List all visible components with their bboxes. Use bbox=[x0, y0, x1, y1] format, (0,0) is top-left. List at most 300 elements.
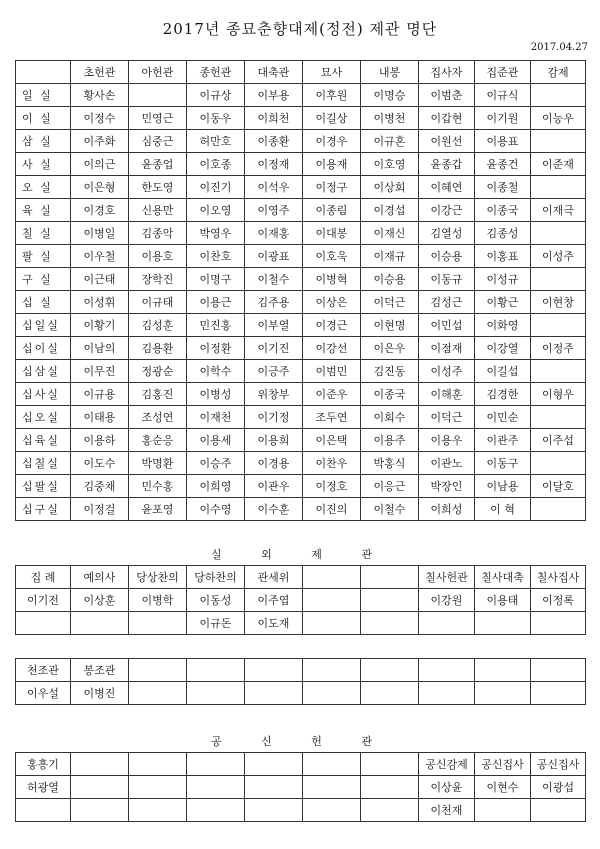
header-cell: 집준관 bbox=[475, 61, 531, 84]
table-cell bbox=[531, 222, 586, 245]
table-cell: 이규상 bbox=[187, 84, 245, 107]
table-cell bbox=[531, 360, 586, 383]
table-cell: 이승용 bbox=[361, 268, 419, 291]
table-cell: 이우설 bbox=[16, 682, 71, 705]
table-row bbox=[16, 452, 586, 475]
table-cell: 이재홍 bbox=[245, 222, 303, 245]
table-row bbox=[16, 776, 586, 799]
table-cell bbox=[71, 799, 129, 822]
table-cell: 이재규 bbox=[361, 245, 419, 268]
table-cell: 이주엽 bbox=[245, 589, 303, 612]
header-cell: 감제 bbox=[531, 61, 586, 84]
header-cell: 집사자 bbox=[419, 61, 475, 84]
table-cell bbox=[129, 776, 187, 799]
table-cell: 이정수 bbox=[71, 107, 129, 130]
table-cell: 김용환 bbox=[129, 337, 187, 360]
table-row bbox=[16, 589, 586, 612]
table-cell: 이경근 bbox=[303, 314, 361, 337]
table-cell: 김종악 bbox=[129, 222, 187, 245]
table-cell: 이찬호 bbox=[187, 245, 245, 268]
table-row bbox=[16, 314, 586, 337]
table-row bbox=[16, 222, 586, 245]
table-cell: 이재천 bbox=[187, 406, 245, 429]
table-cell: 이호영 bbox=[361, 153, 419, 176]
table-cell: 이은우 bbox=[361, 337, 419, 360]
table-cell: 십삼실 bbox=[16, 360, 71, 383]
header-cell bbox=[303, 753, 361, 776]
header-cell: 아헌관 bbox=[129, 61, 187, 84]
table-row bbox=[16, 383, 586, 406]
table-cell: 이도재 bbox=[245, 612, 303, 635]
table-cell: 이회수 bbox=[361, 406, 419, 429]
table-cell bbox=[71, 612, 129, 635]
table-cell: 이주섭 bbox=[531, 429, 586, 452]
gongsin-table bbox=[15, 730, 586, 822]
table-row bbox=[16, 612, 586, 635]
table-cell bbox=[129, 799, 187, 822]
table-cell: 민영근 bbox=[129, 107, 187, 130]
header-cell: 칠사헌관 bbox=[419, 566, 475, 589]
header-cell: 천조관 bbox=[16, 659, 71, 682]
table-cell: 이학수 bbox=[187, 360, 245, 383]
header-cell bbox=[187, 659, 245, 682]
table-cell: 이규식 bbox=[475, 84, 531, 107]
table-cell: 심중근 bbox=[129, 130, 187, 153]
table-cell: 이재신 bbox=[361, 222, 419, 245]
table-cell: 이원선 bbox=[419, 130, 475, 153]
table-cell: 김성근 bbox=[419, 291, 475, 314]
table-cell bbox=[303, 612, 361, 635]
table-cell: 이석우 bbox=[245, 176, 303, 199]
table-cell: 이관우 bbox=[245, 475, 303, 498]
table-cell bbox=[303, 799, 361, 822]
table-cell: 오 실 bbox=[16, 176, 71, 199]
table-cell bbox=[531, 682, 586, 705]
table-row bbox=[16, 291, 586, 314]
header-cell: 예의사 bbox=[71, 566, 129, 589]
table-cell: 이 실 bbox=[16, 107, 71, 130]
table-row bbox=[16, 682, 586, 705]
header-cell: 공신감제 bbox=[419, 753, 475, 776]
table-cell bbox=[531, 176, 586, 199]
table-cell: 김열성 bbox=[419, 222, 475, 245]
table-cell: 이성주 bbox=[531, 245, 586, 268]
table-cell: 홍순응 bbox=[129, 429, 187, 452]
table-cell: 십이실 bbox=[16, 337, 71, 360]
table-cell: 이경용 bbox=[245, 452, 303, 475]
table-cell: 십사실 bbox=[16, 383, 71, 406]
table-cell: 이찬우 bbox=[303, 452, 361, 475]
table-cell: 박장인 bbox=[419, 475, 475, 498]
table-cell: 이경섭 bbox=[361, 199, 419, 222]
header-cell bbox=[361, 566, 419, 589]
table-cell: 사 실 bbox=[16, 153, 71, 176]
table-cell: 이무진 bbox=[71, 360, 129, 383]
table-cell: 이철수 bbox=[361, 498, 419, 521]
table-cell bbox=[475, 612, 531, 635]
table-cell: 윤종갑 bbox=[419, 153, 475, 176]
table-cell: 이상은 bbox=[303, 291, 361, 314]
table-cell bbox=[361, 589, 419, 612]
table-cell: 김진동 bbox=[361, 360, 419, 383]
table-cell: 이태용 bbox=[71, 406, 129, 429]
table-cell: 김중채 bbox=[71, 475, 129, 498]
table-cell: 이정주 bbox=[531, 337, 586, 360]
table-cell: 이용재 bbox=[303, 153, 361, 176]
table-cell: 이혜연 bbox=[419, 176, 475, 199]
table-cell: 십팔실 bbox=[16, 475, 71, 498]
table-cell: 허광열 bbox=[16, 776, 71, 799]
table-cell bbox=[187, 682, 245, 705]
header-cell: 묘사 bbox=[303, 61, 361, 84]
table-cell: 김종성 bbox=[475, 222, 531, 245]
table-cell: 이성휘 bbox=[71, 291, 129, 314]
table-cell: 구 실 bbox=[16, 268, 71, 291]
table-cell: 이상윤 bbox=[419, 776, 475, 799]
table-cell: 이수영 bbox=[187, 498, 245, 521]
table-cell: 위창부 bbox=[245, 383, 303, 406]
header-cell bbox=[129, 659, 187, 682]
table-cell bbox=[245, 776, 303, 799]
table-cell: 윤종건 bbox=[475, 153, 531, 176]
table-cell: 팔 실 bbox=[16, 245, 71, 268]
table-cell: 이호욱 bbox=[303, 245, 361, 268]
table-cell: 이대봉 bbox=[303, 222, 361, 245]
table-cell: 이현명 bbox=[361, 314, 419, 337]
table-cell: 이용태 bbox=[475, 589, 531, 612]
header-cell: 공신집사 bbox=[531, 753, 586, 776]
table-cell: 이민순 bbox=[475, 406, 531, 429]
table-cell: 이황근 bbox=[475, 291, 531, 314]
table-cell bbox=[361, 799, 419, 822]
table-cell: 이승주 bbox=[187, 452, 245, 475]
table-cell bbox=[361, 612, 419, 635]
table-cell bbox=[475, 799, 531, 822]
table-cell: 김성훈 bbox=[129, 314, 187, 337]
table-cell: 이규돈 bbox=[187, 612, 245, 635]
table-cell: 이정호 bbox=[303, 475, 361, 498]
table-cell: 이병일 bbox=[71, 222, 129, 245]
table-cell bbox=[531, 130, 586, 153]
table-cell: 이호종 bbox=[187, 153, 245, 176]
table-cell: 이종국 bbox=[475, 199, 531, 222]
table-cell bbox=[531, 799, 586, 822]
outside-section-title: 실 외 제 관 bbox=[211, 548, 391, 561]
table-cell: 허만호 bbox=[187, 130, 245, 153]
table-cell: 이길상 bbox=[303, 107, 361, 130]
table-cell: 장학진 bbox=[129, 268, 187, 291]
table-row bbox=[16, 153, 586, 176]
table-cell: 이부용 bbox=[245, 84, 303, 107]
table-cell: 이민섭 bbox=[419, 314, 475, 337]
table-cell bbox=[245, 682, 303, 705]
table-cell: 이형우 bbox=[531, 383, 586, 406]
header-cell bbox=[361, 659, 419, 682]
table-cell: 이규용 bbox=[71, 383, 129, 406]
table-cell: 십오실 bbox=[16, 406, 71, 429]
table-cell: 이수훈 bbox=[245, 498, 303, 521]
table-cell: 이남의 bbox=[71, 337, 129, 360]
table-cell: 이희천 bbox=[245, 107, 303, 130]
table-cell bbox=[419, 682, 475, 705]
table-cell: 이길섭 bbox=[475, 360, 531, 383]
table-cell bbox=[187, 799, 245, 822]
header-cell: 당상찬의 bbox=[129, 566, 187, 589]
table-cell: 이갑현 bbox=[419, 107, 475, 130]
header-cell: 공신집사 bbox=[475, 753, 531, 776]
table-cell: 이용하 bbox=[71, 429, 129, 452]
table-cell: 이동구 bbox=[475, 452, 531, 475]
table-row bbox=[16, 799, 586, 822]
table-cell: 이영주 bbox=[245, 199, 303, 222]
table-cell: 이정걸 bbox=[71, 498, 129, 521]
header-row bbox=[16, 61, 586, 84]
table-cell: 박명환 bbox=[129, 452, 187, 475]
table-cell bbox=[129, 682, 187, 705]
table-cell: 이정재 bbox=[245, 153, 303, 176]
table-row bbox=[16, 199, 586, 222]
table-row bbox=[16, 337, 586, 360]
header-cell: 봉조관 bbox=[71, 659, 129, 682]
table-cell: 이동규 bbox=[419, 268, 475, 291]
table-cell bbox=[361, 776, 419, 799]
table-cell: 이광표 bbox=[245, 245, 303, 268]
table-cell: 십일실 bbox=[16, 314, 71, 337]
outside-officiants-table bbox=[15, 543, 586, 635]
header-cell bbox=[419, 659, 475, 682]
table-cell bbox=[531, 268, 586, 291]
table-cell: 이경우 bbox=[303, 130, 361, 153]
header-cell bbox=[187, 753, 245, 776]
table-cell: 이용주 bbox=[361, 429, 419, 452]
table-cell: 이현수 bbox=[475, 776, 531, 799]
table-cell: 이병학 bbox=[129, 589, 187, 612]
table-cell: 이정환 bbox=[187, 337, 245, 360]
cheonjo-table bbox=[15, 658, 586, 705]
table-cell: 이황기 bbox=[71, 314, 129, 337]
header-cell: 칠사집사 bbox=[531, 566, 586, 589]
table-cell: 이덕근 bbox=[361, 291, 419, 314]
table-cell: 이상회 bbox=[361, 176, 419, 199]
table-row bbox=[16, 429, 586, 452]
table-cell: 일 실 bbox=[16, 84, 71, 107]
header-row bbox=[16, 659, 586, 682]
table-cell: 정광순 bbox=[129, 360, 187, 383]
header-cell bbox=[475, 659, 531, 682]
header-cell: 초헌관 bbox=[71, 61, 129, 84]
table-cell: 민진홍 bbox=[187, 314, 245, 337]
table-cell bbox=[419, 612, 475, 635]
header-cell: 관세위 bbox=[245, 566, 303, 589]
table-cell: 이용우 bbox=[419, 429, 475, 452]
table-cell: 이병성 bbox=[187, 383, 245, 406]
table-cell: 윤포영 bbox=[129, 498, 187, 521]
table-cell: 이승용 bbox=[419, 245, 475, 268]
header-cell bbox=[129, 753, 187, 776]
table-cell: 민수홍 bbox=[129, 475, 187, 498]
table-cell: 이용근 bbox=[187, 291, 245, 314]
table-cell bbox=[129, 612, 187, 635]
table-cell: 박영우 bbox=[187, 222, 245, 245]
table-row bbox=[16, 475, 586, 498]
table-cell: 이근태 bbox=[71, 268, 129, 291]
table-cell bbox=[531, 452, 586, 475]
table-row bbox=[16, 84, 586, 107]
table-row bbox=[16, 406, 586, 429]
table-cell bbox=[531, 612, 586, 635]
table-cell: 이우철 bbox=[71, 245, 129, 268]
table-cell: 이강원 bbox=[419, 589, 475, 612]
table-cell: 이동우 bbox=[187, 107, 245, 130]
table-cell: 이긍주 bbox=[245, 360, 303, 383]
table-cell bbox=[475, 682, 531, 705]
table-cell: 이종림 bbox=[303, 199, 361, 222]
table-cell: 이 혁 bbox=[475, 498, 531, 521]
table-cell bbox=[187, 776, 245, 799]
table-cell bbox=[303, 682, 361, 705]
header-cell: 내봉 bbox=[361, 61, 419, 84]
table-row bbox=[16, 245, 586, 268]
header-cell: 칠사대축 bbox=[475, 566, 531, 589]
table-cell: 이오영 bbox=[187, 199, 245, 222]
table-cell: 조두연 bbox=[303, 406, 361, 429]
table-cell: 이병혁 bbox=[303, 268, 361, 291]
table-cell: 이응근 bbox=[361, 475, 419, 498]
table-cell: 십칠실 bbox=[16, 452, 71, 475]
table-cell: 칠 실 bbox=[16, 222, 71, 245]
table-cell: 이성주 bbox=[419, 360, 475, 383]
table-cell: 김경한 bbox=[475, 383, 531, 406]
table-cell: 십 실 bbox=[16, 291, 71, 314]
table-row bbox=[16, 268, 586, 291]
table-cell: 이준재 bbox=[531, 153, 586, 176]
table-cell: 이의근 bbox=[71, 153, 129, 176]
table-cell: 이진기 bbox=[187, 176, 245, 199]
table-cell: 이정구 bbox=[303, 176, 361, 199]
table-cell: 이상훈 bbox=[71, 589, 129, 612]
table-cell: 이재극 bbox=[531, 199, 586, 222]
table-cell: 이기정 bbox=[245, 406, 303, 429]
table-cell: 이주화 bbox=[71, 130, 129, 153]
table-cell: 이기진 bbox=[245, 337, 303, 360]
table-cell: 이종환 bbox=[245, 130, 303, 153]
table-cell: 이현창 bbox=[531, 291, 586, 314]
table-cell: 이진의 bbox=[303, 498, 361, 521]
table-cell: 이용호 bbox=[129, 245, 187, 268]
table-cell bbox=[303, 776, 361, 799]
header-cell bbox=[71, 753, 129, 776]
table-cell: 황사손 bbox=[71, 84, 129, 107]
header-row bbox=[16, 753, 586, 776]
table-cell: 이희성 bbox=[419, 498, 475, 521]
table-cell: 십육실 bbox=[16, 429, 71, 452]
table-cell: 김주용 bbox=[245, 291, 303, 314]
table-cell: 삼 실 bbox=[16, 130, 71, 153]
table-row bbox=[16, 107, 586, 130]
table-cell: 이화영 bbox=[475, 314, 531, 337]
gongsin-section-title: 공 신 헌 관 bbox=[211, 735, 391, 748]
table-cell: 이천재 bbox=[419, 799, 475, 822]
table-row bbox=[16, 360, 586, 383]
table-cell bbox=[531, 84, 586, 107]
header-cell: 대축관 bbox=[245, 61, 303, 84]
table-cell: 이강선 bbox=[303, 337, 361, 360]
table-cell: 이종국 bbox=[361, 383, 419, 406]
header-cell bbox=[245, 753, 303, 776]
header-cell: 종헌관 bbox=[187, 61, 245, 84]
table-cell: 이기원 bbox=[475, 107, 531, 130]
table-cell: 이광섭 bbox=[531, 776, 586, 799]
document-date: 2017.04.27 bbox=[530, 42, 588, 53]
table-cell: 이종철 bbox=[475, 176, 531, 199]
table-cell: 이은형 bbox=[71, 176, 129, 199]
table-cell: 이동성 bbox=[187, 589, 245, 612]
table-cell: 이준우 bbox=[303, 383, 361, 406]
header-row bbox=[16, 566, 586, 589]
table-cell: 이후원 bbox=[303, 84, 361, 107]
table-cell: 이명승 bbox=[361, 84, 419, 107]
table-cell: 한도영 bbox=[129, 176, 187, 199]
table-cell: 이남용 bbox=[475, 475, 531, 498]
header-cell bbox=[245, 659, 303, 682]
table-cell: 이범민 bbox=[303, 360, 361, 383]
table-cell: 이규혼 bbox=[361, 130, 419, 153]
table-cell: 이부열 bbox=[245, 314, 303, 337]
table-cell bbox=[531, 498, 586, 521]
table-cell: 이홍표 bbox=[475, 245, 531, 268]
table-cell: 김홍진 bbox=[129, 383, 187, 406]
table-cell: 이도수 bbox=[71, 452, 129, 475]
header-cell bbox=[303, 659, 361, 682]
table-cell: 이범춘 bbox=[419, 84, 475, 107]
table-cell: 십구실 bbox=[16, 498, 71, 521]
table-row bbox=[16, 498, 586, 521]
table-cell: 이병진 bbox=[71, 682, 129, 705]
table-cell bbox=[303, 589, 361, 612]
table-cell: 이규태 bbox=[129, 291, 187, 314]
table-cell: 신용만 bbox=[129, 199, 187, 222]
header-cell bbox=[303, 566, 361, 589]
table-cell bbox=[361, 682, 419, 705]
table-cell: 이관주 bbox=[475, 429, 531, 452]
table-cell: 이강근 bbox=[419, 199, 475, 222]
page-title: 2017년 종묘춘향대제(정전) 제관 명단 bbox=[162, 20, 438, 38]
table-cell: 이관노 bbox=[419, 452, 475, 475]
table-cell: 이경호 bbox=[71, 199, 129, 222]
table-cell: 윤종업 bbox=[129, 153, 187, 176]
header-cell bbox=[531, 659, 586, 682]
table-cell: 이용표 bbox=[475, 130, 531, 153]
table-cell: 이용희 bbox=[245, 429, 303, 452]
table-cell: 이은택 bbox=[303, 429, 361, 452]
header-cell: 홍흥기 bbox=[16, 753, 71, 776]
header-cell bbox=[16, 61, 71, 84]
table-cell: 육 실 bbox=[16, 199, 71, 222]
table-cell: 이능우 bbox=[531, 107, 586, 130]
table-cell: 조성연 bbox=[129, 406, 187, 429]
table-cell: 이병천 bbox=[361, 107, 419, 130]
table-row bbox=[16, 176, 586, 199]
table-cell: 이기전 bbox=[16, 589, 71, 612]
table-cell bbox=[531, 406, 586, 429]
table-cell: 이정록 bbox=[531, 589, 586, 612]
table-cell: 이달호 bbox=[531, 475, 586, 498]
table-cell bbox=[531, 314, 586, 337]
table-cell: 이해훈 bbox=[419, 383, 475, 406]
table-cell bbox=[71, 776, 129, 799]
header-cell: 당하찬의 bbox=[187, 566, 245, 589]
table-cell bbox=[245, 799, 303, 822]
